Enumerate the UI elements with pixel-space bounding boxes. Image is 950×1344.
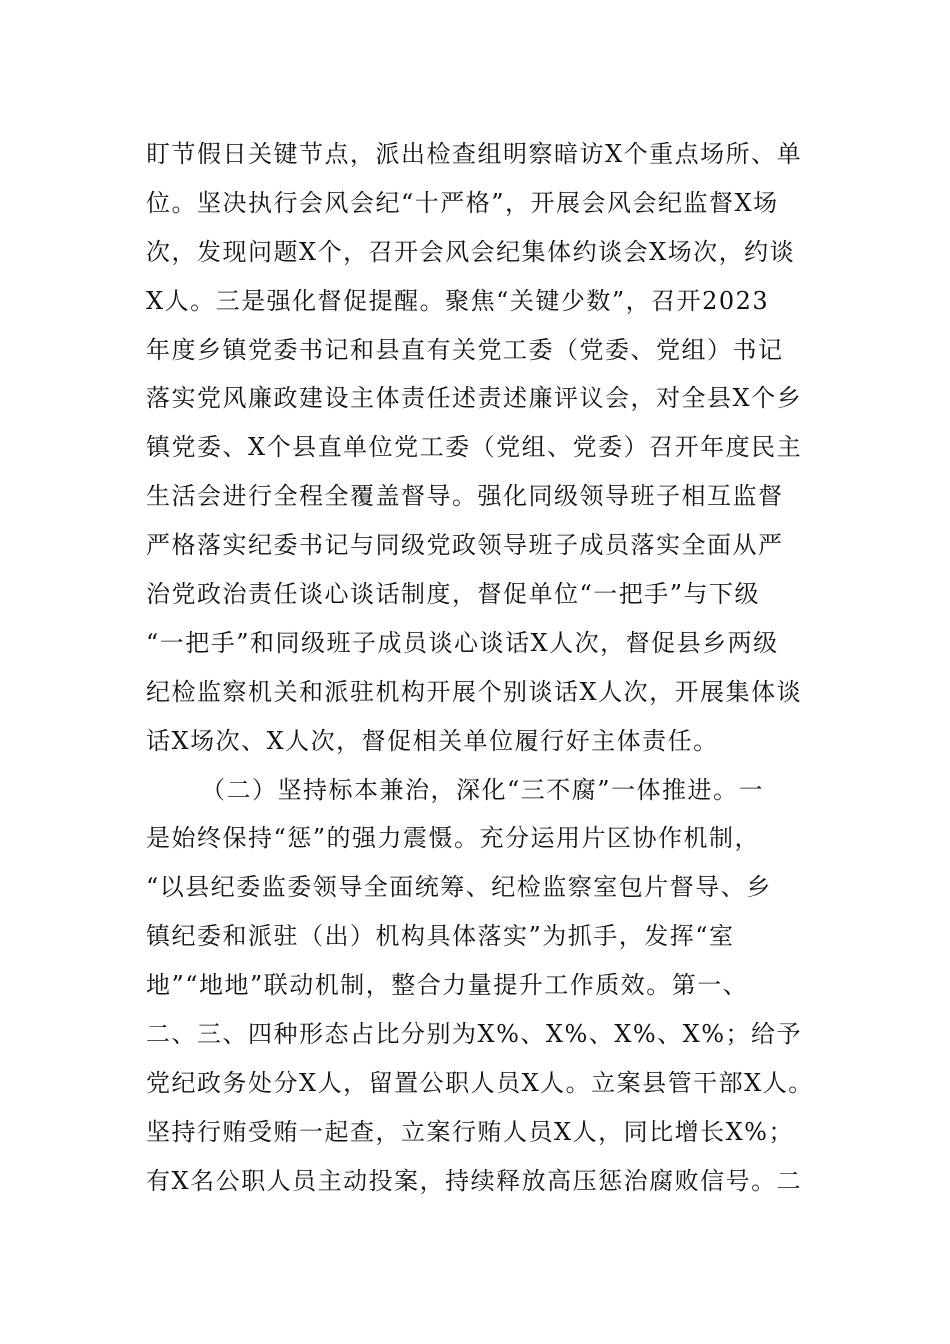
text-line: 次，发现问题X个，召开会风会纪集体约谈会X场次，约谈 bbox=[146, 237, 796, 266]
text-line: 严格落实纪委书记与同级党政领导班子成员落实全面从严 bbox=[146, 531, 784, 560]
text-line: 落实党风廉政建设主体责任述责述廉评议会，对全县X个乡 bbox=[146, 384, 803, 413]
text-line: 有X名公职人员主动投案，持续释放高压惩治腐败信号。二 bbox=[146, 1166, 803, 1195]
text-line: 地”“地地”联动机制，整合力量提升工作质效。第一、 bbox=[146, 971, 749, 1000]
text-line: 二、三、四种形态占比分别为X%、X%、X%、X%；给予 bbox=[146, 1020, 803, 1049]
text-line: 盯节假日关键节点，派出检查组明察暗访X个重点场所、单 bbox=[146, 140, 803, 168]
text-line: 话X场次、X人次，督促相关单位履行好主体责任。 bbox=[146, 726, 719, 755]
text-line: 是始终保持“惩”的强力震慑。充分运用片区协作机制， bbox=[146, 824, 761, 853]
text-line: 位。坚决执行会风会纪“十严格”，开展会风会纪监督X场 bbox=[146, 188, 779, 217]
text-line: 年度乡镇党委书记和县直有关党工委（党委、党组）书记 bbox=[146, 335, 784, 364]
text-line: 治党政治责任谈心谈话制度，督促单位“一把手”与下级 bbox=[146, 580, 761, 609]
text-line: X人。三是强化督促提醒。聚焦“关键少数”，召开2023 bbox=[146, 286, 770, 315]
text-line: 镇纪委和派驻（出）机构具体落实”为抓手，发挥“室 bbox=[146, 922, 735, 951]
text-line: 镇党委、X个县直单位党工委（党组、党委）召开年度民主 bbox=[146, 433, 803, 462]
text-line: “一把手”和同级班子成员谈心谈话X人次，督促县乡两级 bbox=[146, 628, 779, 657]
text-line: 党纪政务处分X人，留置公职人员X人。立案县管干部X人。 bbox=[146, 1068, 814, 1097]
section-heading-line: （二）坚持标本兼治，深化“三不腐”一体推进。一 bbox=[201, 775, 765, 804]
text-line: 坚持行贿受贿一起查，立案行贿人员X人，同比增长X%； bbox=[146, 1117, 794, 1146]
body-text bbox=[146, 130, 826, 1206]
text-line: 纪检监察机关和派驻机构开展个别谈话X人次，开展集体谈 bbox=[146, 677, 803, 706]
text-line: 生活会进行全程全覆盖督导。强化同级领导班子相互监督 bbox=[146, 482, 784, 511]
text-line: “以县纪委监委领导全面统筹、纪检监察室包片督导、乡 bbox=[146, 873, 772, 902]
